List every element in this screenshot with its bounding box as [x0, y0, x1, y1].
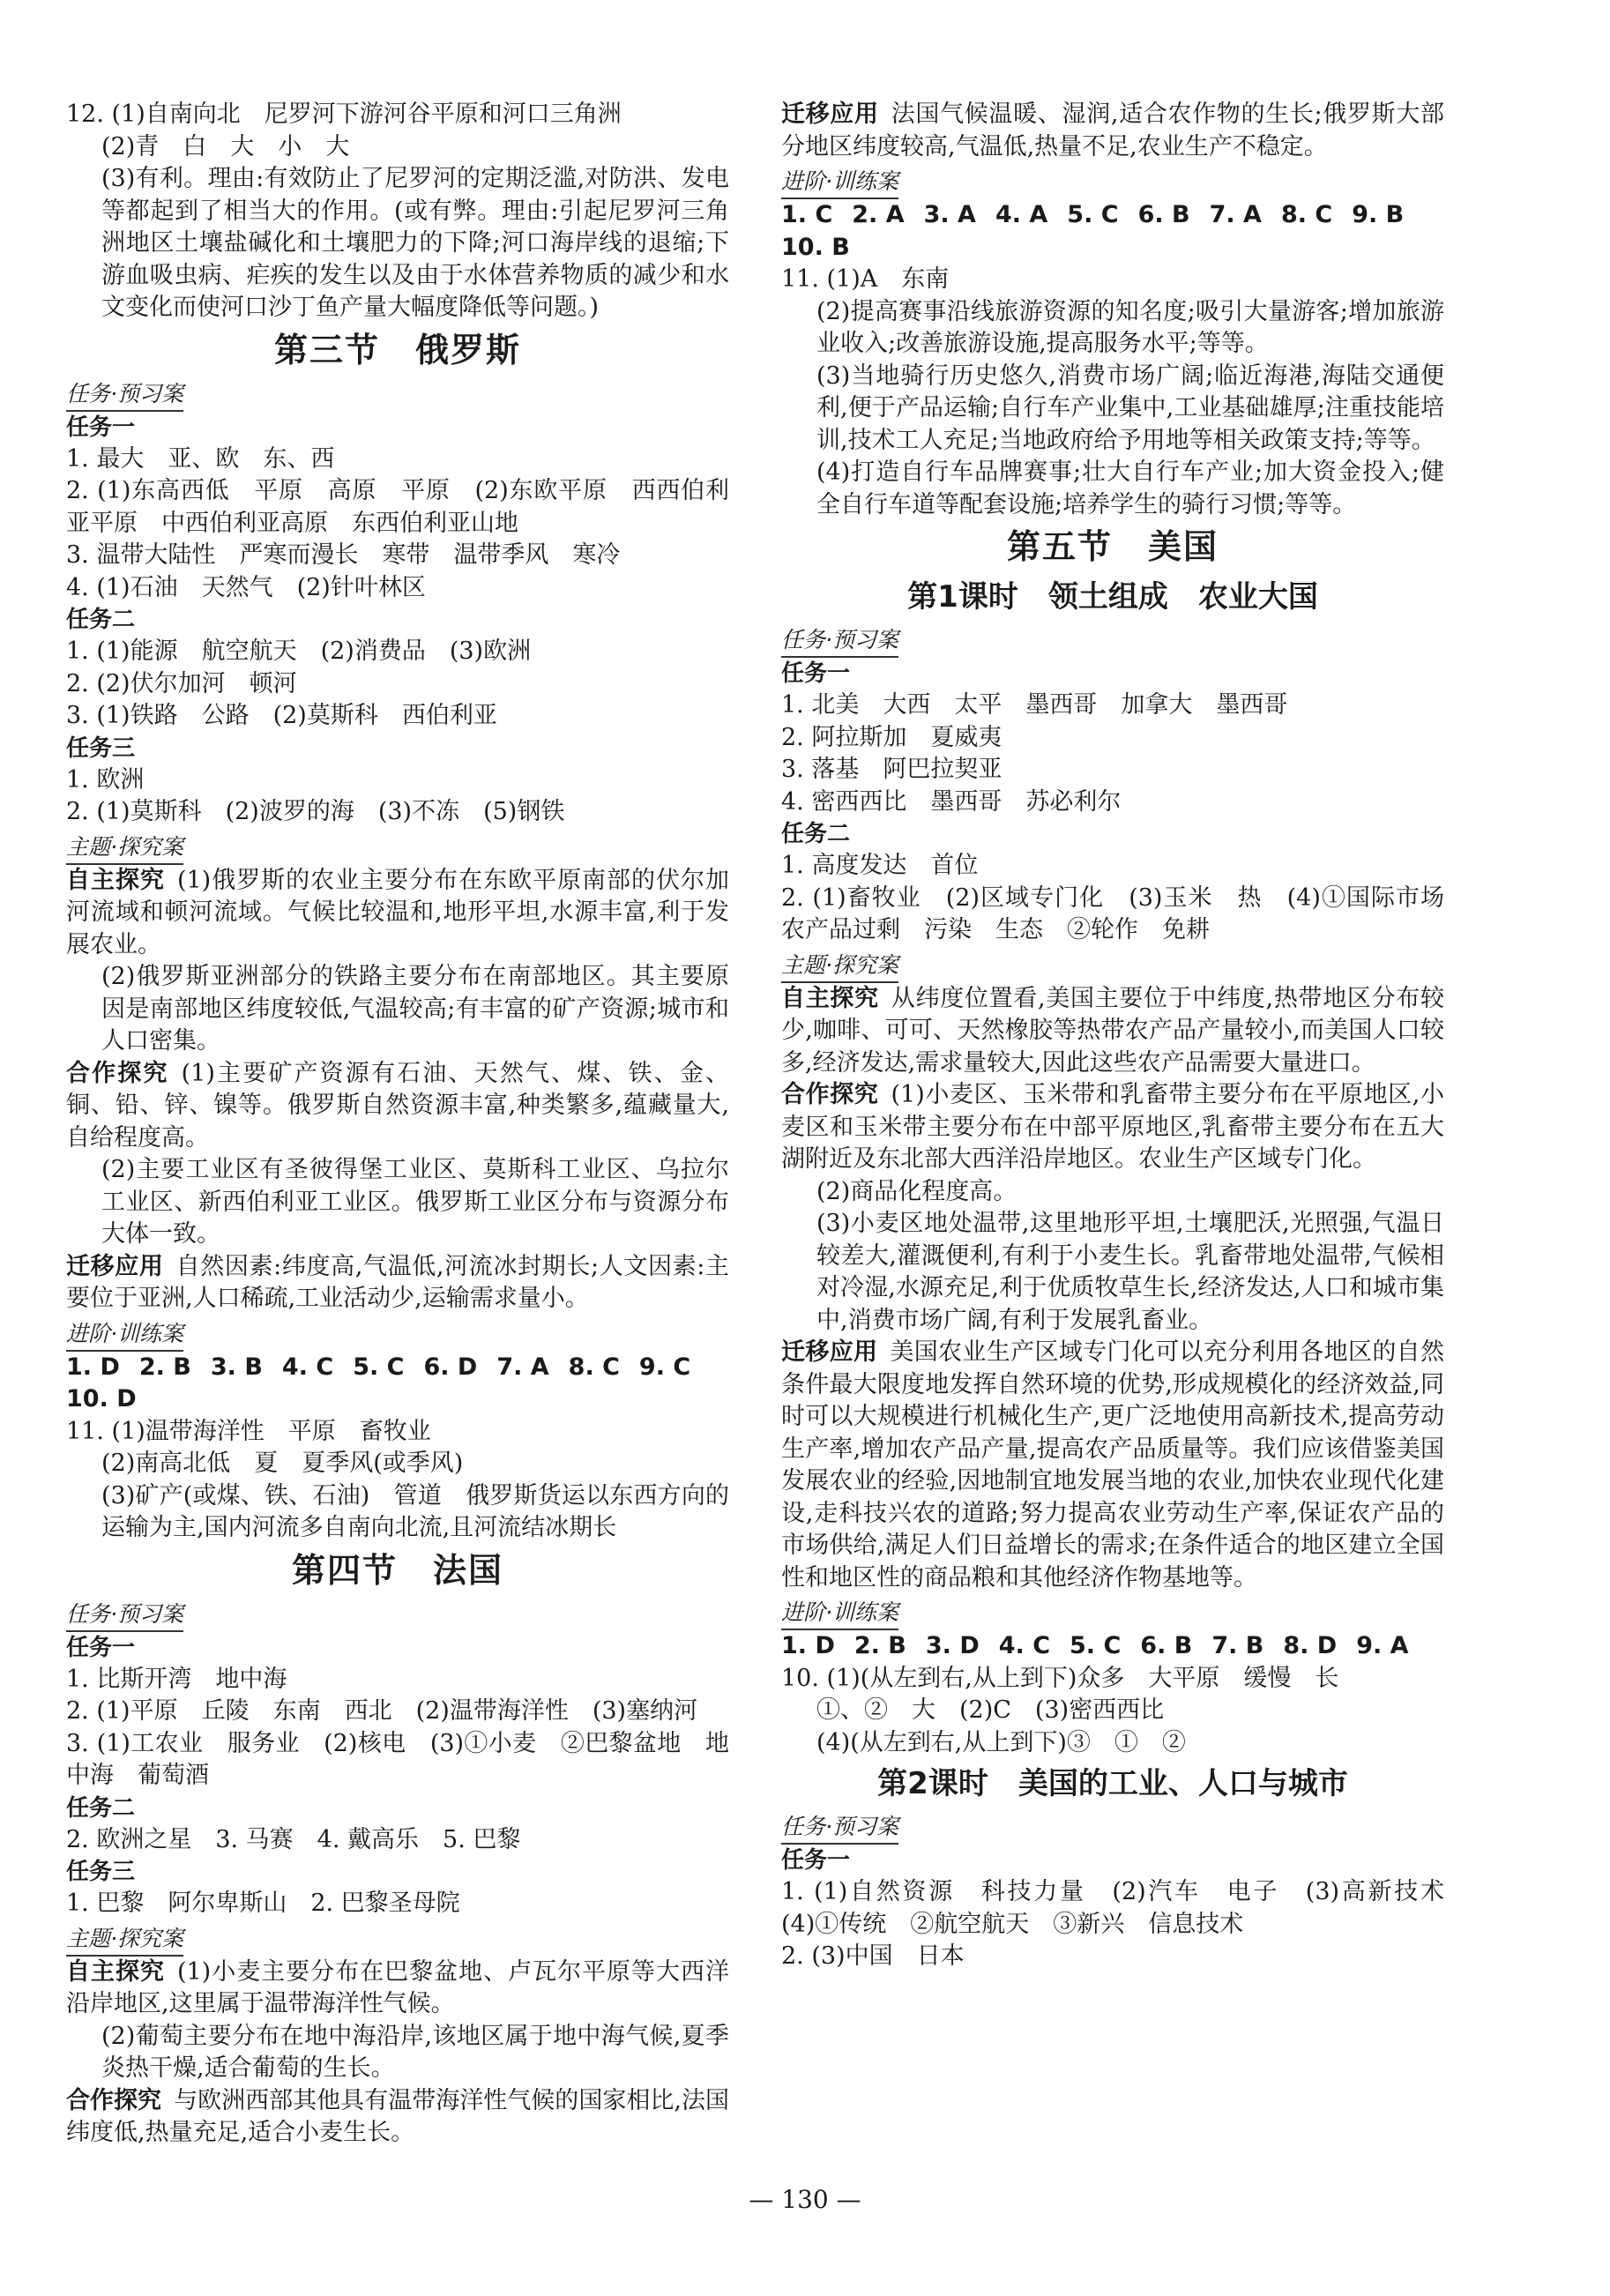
- page-number: — 130 —: [749, 2185, 861, 2214]
- self-explore-label: 自主探究: [66, 1957, 165, 1986]
- mcq-answer: 7. A: [1209, 201, 1262, 228]
- usa-t1b-item: 1. (1)自然资源 科技力量 (2)汽车 电子 (3)高新技术 (4)①传统 ②航空航天 ③新兴 信息技术: [781, 1878, 1468, 1938]
- usa-apply-text: 美国农业生产区域专门化可以充分利用各地区的自然条件最大限度地发挥自然环境的优势,形成规模化的经济效益,同时可以大规模进行机械化生产,更广泛地使用高新技术,提高劳动生产率,增加农产品产量,提高农产品质量等。我们应该借鉴美国发展农业的经验,因地制宜地发展当地的农业,加快农业现代化建设,走科技兴农的道路;努力提高农业劳动生产率,保证农产品的市场供给,满足人们日益增长的需求;在条件适合的地区建立全国性和地区性的商品粮和其他经济作物基地等。: [781, 1338, 1445, 1592]
- right-column: [781, 99, 1468, 1973]
- france-task2-label: 任务二: [66, 1794, 136, 1822]
- france-apply: [781, 99, 1444, 163]
- mcq-answer: 2. B: [138, 1353, 191, 1381]
- russia-t1-item: 1. 最大 亚、欧 东、西: [66, 444, 335, 473]
- mcq-answer: 4. C: [281, 1353, 334, 1381]
- russia-t2-item: 2. (2)伏尔加河 顿河: [66, 669, 297, 697]
- france-explore-label: 主题·探究案: [66, 1924, 183, 1957]
- russia-t2-item: 1. (1)能源 航空航天 (2)消费品 (3)欧洲: [66, 637, 532, 665]
- q12-part1: 12. (1)自南向北 尼罗河下游河谷平原和河口三角洲: [66, 101, 622, 128]
- usa-q10-1: 10. (1)(从左到右,从上到下)众多 大平原 缓慢 长: [781, 1664, 1339, 1692]
- usa-mcq-answers: [781, 1630, 1444, 1663]
- lesson2-title: 第2课时 美国的工业、人口与城市: [877, 1766, 1348, 1801]
- mcq-answer: 2. B: [853, 1632, 906, 1659]
- russia-t1-item: 2. (1)东高西低 平原 高原 平原 (2)东欧平原 西西伯利亚平原 中西伯利亚高原 东西伯利亚山地: [66, 477, 729, 537]
- coop-explore-label: 合作探究: [66, 1059, 169, 1087]
- russia-preview-label: 任务·预习案: [66, 379, 183, 412]
- france-task3-label: 任务三: [66, 1859, 136, 1885]
- mcq-answer: 10. D: [66, 1385, 137, 1413]
- mcq-answer: 6. B: [1140, 1632, 1193, 1659]
- russia-self-1: [66, 865, 729, 962]
- usa-preview-label: 任务·预习案: [781, 625, 898, 658]
- russia-coop-2: (2)主要工业区有圣彼得堡工业区、莫斯科工业区、乌拉尔工业区、新西伯利亚工业区。俄罗斯工业区分布与资源分布大体一致。: [101, 1156, 729, 1248]
- france-q11-2: (2)提高赛事沿线旅游资源的知名度;吸引大量游客;增加旅游业收入;改善旅游设施,提高服务水平;等等。: [816, 297, 1444, 357]
- usa-coop-3: (3)小麦区地处温带,这里地形平坦,土壤肥沃,光照强,气温日较差大,灌溉便利,有利于小麦生长。乳畜带地处温带,气候相对冷湿,水源充足,利于优质牧草生长,经济发达,人口和城市集中,消费市场广阔,有利于发展乳畜业。: [816, 1210, 1444, 1334]
- france-t1-item: 1. 比斯开湾 地中海: [66, 1665, 287, 1693]
- usa-apply: [781, 1337, 1444, 1594]
- france-t1-item: 2. (1)平原 丘陵 东南 西北 (2)温带海洋性 (3)塞纳河: [66, 1697, 698, 1725]
- coop-explore-label: 合作探究: [66, 2086, 162, 2114]
- usa-t1-item: 3. 落基 阿巴拉契亚: [781, 756, 1003, 783]
- apply-label: 迁移应用: [781, 101, 879, 128]
- mcq-answer: 9. A: [1356, 1632, 1409, 1659]
- mcq-answer: 9. C: [638, 1353, 691, 1381]
- russia-q11-3: (3)矿产(或煤、铁、石油) 管道 俄罗斯货运以东西方向的运输为主,国内河流多自南向北流,且河流结冰期长: [101, 1481, 729, 1541]
- usa-q10-3: (4)(从左到右,从上到下)③ ① ②: [816, 1728, 1186, 1756]
- q12-part2: (2)青 白 大 小 大: [101, 132, 350, 160]
- france-coop: [66, 2085, 729, 2150]
- section-title-russia: 第三节 俄罗斯: [273, 330, 521, 369]
- russia-self-text-1: (1)俄罗斯的农业主要分布在东欧平原南部的伏尔加河流域和顿河流域。气候比较温和,地形平坦,水源丰富,利于发展农业。: [66, 866, 730, 958]
- usa-coop-text-1: (1)小麦区、玉米带和乳畜带主要分布在平原地区,小麦区和玉米带主要分布在中部平原地区,乳畜带主要分布在五大湖附近及东北部大西洋沿岸地区。农业生产区域专门化。: [781, 1081, 1445, 1173]
- mcq-answer: 7. A: [496, 1353, 549, 1381]
- russia-apply: [66, 1251, 729, 1316]
- france-self-2: (2)葡萄主要分布在地中海沿岸,该地区属于地中海气候,夏季炎热干燥,适合葡萄的生长。: [101, 2022, 729, 2082]
- mcq-answer: 6. B: [1137, 201, 1190, 228]
- russia-coop-1: [66, 1058, 729, 1155]
- mcq-answer: 3. B: [210, 1353, 263, 1381]
- france-q11-3: (3)当地骑行历史悠久,消费市场广阔;临近海港,海陆交通便利,便于产品运输;自行车产业集中,工业基础雄厚;注重技能培训,技术工人充足;当地政府给予用地等相关政策支持;等等。: [816, 362, 1444, 454]
- mcq-answer: 8. C: [568, 1353, 620, 1381]
- usa-task2-label: 任务二: [781, 821, 851, 847]
- russia-coop-text-1: (1)主要矿产资源有石油、天然气、煤、铁、金、铜、铅、锌、镍等。俄罗斯自然资源丰富,种类繁多,蕴藏量大,自给程度高。: [66, 1059, 729, 1152]
- mcq-answer: 8. D: [1283, 1632, 1338, 1659]
- france-q11-4: (4)打造自行车品牌赛事;壮大自行车产业;加大资金投入;健全自行车道等配套设施;培养学生的骑行习惯;等等。: [816, 458, 1444, 518]
- russia-apply-text: 自然因素:纬度高,气温低,河流冰封期长;人文因素:主要位于亚洲,人口稀疏,工业活动少,运输需求量小。: [66, 1252, 729, 1312]
- france-preview-label: 任务·预习案: [66, 1599, 183, 1632]
- russia-q11-1: 11. (1)温带海洋性 平原 畜牧业: [66, 1417, 431, 1445]
- russia-t1-item: 3. 温带大陆性 严寒而漫长 寒带 温带季风 寒冷: [66, 541, 621, 569]
- usa-t2-item: 2. (1)畜牧业 (2)区域专门化 (3)玉米 热 (4)①国际市场 农产品过剩 污染 生态 ②轮作 免耕: [781, 883, 1468, 943]
- usa-task1-label: 任务一: [781, 660, 851, 687]
- mcq-answer: 1. D: [66, 1353, 120, 1381]
- usa-t1-item: 4. 密西西比 墨西哥 苏必利尔: [781, 787, 1122, 816]
- mcq-answer: 5. C: [353, 1353, 405, 1381]
- france-adv-label: 进阶·训练案: [781, 167, 898, 199]
- russia-t3-item: 1. 欧洲: [66, 765, 145, 794]
- france-apply-text: 法国气候温暖、湿润,适合农作物的生长;俄罗斯大部分地区纬度较高,气温低,热量不足,农业生产不稳定。: [781, 101, 1444, 160]
- mcq-answer: 5. C: [1067, 201, 1119, 228]
- mcq-answer: 6. D: [423, 1353, 478, 1381]
- mcq-answer: 3. A: [923, 201, 976, 228]
- apply-label: 迁移应用: [66, 1252, 164, 1280]
- mcq-answer: 4. C: [998, 1632, 1051, 1659]
- france-t1-item: 3. (1)工农业 服务业 (2)核电 (3)①小麦 ②巴黎盆地 地中海 葡萄酒: [66, 1729, 729, 1789]
- q12-part3: (3)有利。理由:有效防止了尼罗河的定期泛滥,对防洪、发电等都起到了相当大的作用。(或有弊。理由:引起尼罗河三角洲地区土壤盐碱化和土壤肥力的下降;河口海岸线的退缩;下游血吸虫病、疟疾的发生以及由于水体营养物质的减少和水文变化而使河口沙丁鱼产量大幅度降低等问题。): [101, 165, 729, 321]
- usa-self-text: 从纬度位置看,美国主要位于中纬度,热带地区分布较少,咖啡、可可、天然橡胶等热带农产品产量较小,而美国人口较多,经济发达,需求量较大,因此这些农产品需要大量进口。: [781, 984, 1444, 1077]
- mcq-answer: 4. A: [995, 201, 1048, 228]
- coop-explore-label: 合作探究: [781, 1081, 879, 1108]
- mcq-answer: 8. C: [1280, 201, 1333, 228]
- usa-q10-2: ①、② 大 (2)C (3)密西西比: [816, 1696, 1165, 1724]
- mcq-answer: 1. C: [781, 201, 833, 228]
- self-explore-label: 自主探究: [781, 984, 879, 1012]
- self-explore-label: 自主探究: [66, 866, 165, 894]
- usa-coop-2: (2)商品化程度高。: [816, 1177, 1017, 1205]
- section-title-usa: 第五节 美国: [1006, 527, 1219, 566]
- mcq-answer: 1. D: [781, 1632, 835, 1659]
- russia-task2-label: 任务二: [66, 607, 136, 633]
- usa-adv-label: 进阶·训练案: [781, 1598, 898, 1630]
- russia-t2-item: 3. (1)铁路 公路 (2)莫斯科 西伯利亚: [66, 702, 497, 729]
- usa-t1-item: 2. 阿拉斯加 夏威夷: [781, 723, 1003, 751]
- mcq-answer: 9. B: [1352, 201, 1405, 228]
- france-t3-item: 1. 巴黎 阿尔卑斯山 2. 巴黎圣母院: [66, 1890, 460, 1917]
- russia-adv-label: 进阶·训练案: [66, 1319, 183, 1352]
- france-self-text-1: (1)小麦主要分布在巴黎盆地、卢瓦尔平原等大西洋沿岸地区,这里属于温带海洋性气候。: [66, 1957, 730, 2017]
- usa-task1b-label: 任务一: [781, 1847, 851, 1874]
- usa-t1b-item: 2. (3)中国 日本: [781, 1942, 965, 1970]
- france-mcq-answers: [781, 199, 1444, 264]
- usa-explore-label: 主题·探究案: [781, 950, 898, 983]
- france-task1-label: 任务一: [66, 1634, 136, 1661]
- left-column: [66, 99, 729, 2150]
- usa-coop-1: [781, 1079, 1444, 1176]
- lesson1-title: 第1课时 领土组成 农业大国: [907, 579, 1318, 615]
- russia-mcq-answers: [66, 1352, 729, 1416]
- france-t2-item: 2. 欧洲之星 3. 马赛 4. 戴高乐 5. 巴黎: [66, 1825, 521, 1853]
- usa-t1-item: 1. 北美 大西 太平 墨西哥 加拿大 墨西哥: [781, 691, 1288, 719]
- france-coop-text: 与欧洲西部其他具有温带海洋性气候的国家相比,法国纬度低,热量充足,适合小麦生长。: [66, 2086, 729, 2146]
- usa-self: [781, 983, 1444, 1080]
- russia-q11-2: (2)南高北低 夏 夏季风(或季风): [101, 1450, 464, 1477]
- section-title-france: 第四节 法国: [291, 1550, 503, 1590]
- france-self-1: [66, 1957, 729, 2021]
- mcq-answer: 10. B: [781, 233, 850, 261]
- usa-preview2-label: 任务·预习案: [781, 1812, 898, 1845]
- russia-explore-label: 主题·探究案: [66, 832, 183, 865]
- mcq-answer: 3. D: [925, 1632, 980, 1659]
- france-q11-1: 11. (1)A 东南: [781, 265, 950, 293]
- russia-task3-label: 任务三: [66, 734, 136, 762]
- mcq-answer: 5. C: [1070, 1632, 1122, 1659]
- russia-t1-item: 4. (1)石油 天然气 (2)针叶林区: [66, 573, 426, 601]
- russia-self-2: (2)俄罗斯亚洲部分的铁路主要分布在南部地区。其主要原因是南部地区纬度较低,气温较高;有丰富的矿产资源;城市和人口密集。: [101, 963, 729, 1055]
- mcq-answer: 7. B: [1211, 1632, 1264, 1659]
- russia-t3-item: 2. (1)莫斯科 (2)波罗的海 (3)不冻 (5)钢铁: [66, 798, 565, 825]
- apply-label: 迁移应用: [781, 1338, 878, 1366]
- usa-t2-item: 1. 高度发达 首位: [781, 852, 979, 879]
- mcq-answer: 2. A: [852, 201, 905, 228]
- russia-task1-label: 任务一: [66, 414, 136, 441]
